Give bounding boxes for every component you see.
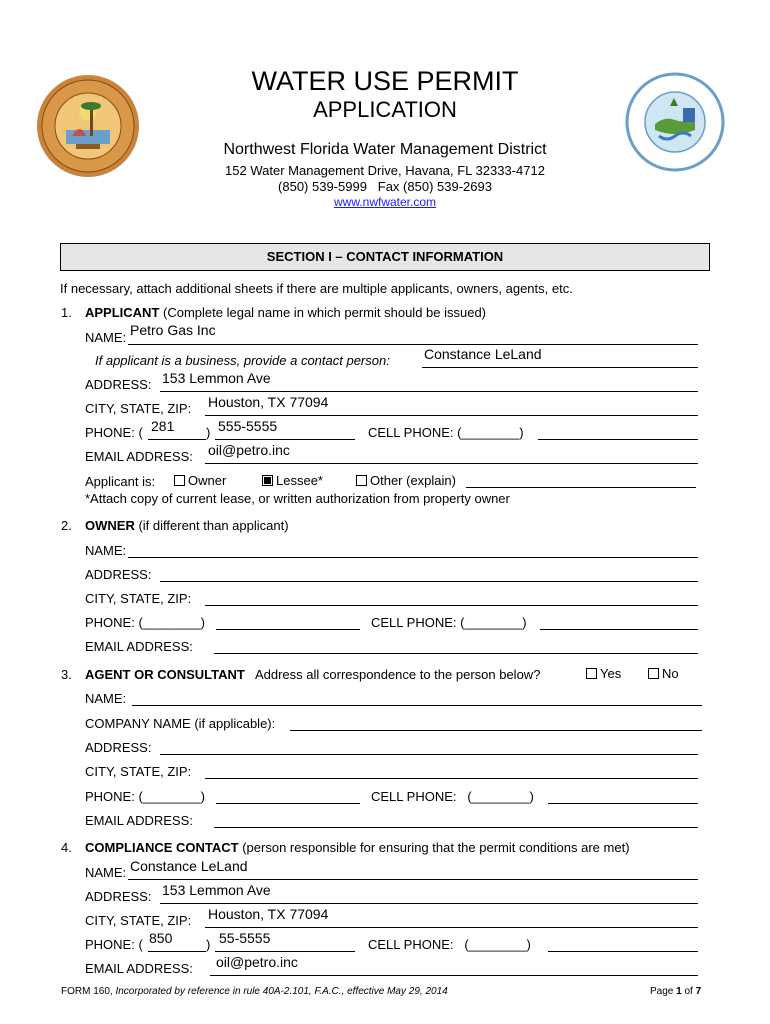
compliance-email-label: EMAIL ADDRESS:: [85, 961, 193, 976]
district-phones: (850) 539-5999 Fax (850) 539-2693: [278, 179, 492, 194]
owner-cell-field[interactable]: [540, 629, 698, 630]
compliance-cell-label: CELL PHONE: (________): [368, 937, 531, 952]
lessee-checkbox[interactable]: Lessee*: [262, 473, 323, 488]
owner-email-field[interactable]: [214, 653, 698, 654]
footer-form-reference: FORM 160, Incorporated by reference in rule 40A-2.101, F.A.C., effective May 29, 2014: [61, 986, 448, 997]
attach-note: *Attach copy of current lease, or written authorization from property owner: [85, 491, 510, 506]
compliance-city-value: Houston, TX 77094: [208, 906, 329, 922]
compliance-address-label: ADDRESS:: [85, 889, 152, 904]
compliance-heading: COMPLIANCE CONTACT (person responsible for ensuring that the permit conditions are met): [85, 840, 630, 855]
agent-number: 3.: [61, 667, 72, 682]
agent-company-label: COMPANY NAME (if applicable):: [85, 716, 276, 731]
agent-name-field[interactable]: [132, 705, 702, 706]
other-checkbox[interactable]: Other (explain): [356, 473, 456, 488]
applicant-phone-area-field[interactable]: [148, 439, 206, 440]
compliance-address-field[interactable]: [160, 903, 698, 904]
compliance-cell-field[interactable]: [548, 951, 698, 952]
compliance-phone-number-value: 55-5555: [219, 930, 271, 946]
applicant-address-value: 153 Lemmon Ave: [162, 370, 271, 386]
agent-heading: AGENT OR CONSULTANT Address all correspondence to the person below?: [85, 667, 541, 682]
applicant-address-label: ADDRESS:: [85, 377, 152, 392]
applicant-city-label: CITY, STATE, ZIP:: [85, 401, 192, 416]
owner-phone-label: PHONE: (________): [85, 615, 205, 630]
footer-page-number: Page 1 of 7: [650, 986, 702, 997]
agent-address-label: ADDRESS:: [85, 740, 152, 755]
agent-email-field[interactable]: [214, 827, 698, 828]
district-website-link[interactable]: www.nwfwater.com: [333, 195, 437, 209]
agent-company-field[interactable]: [290, 730, 702, 731]
applicant-phone-area-value: 281: [151, 418, 175, 434]
compliance-city-label: CITY, STATE, ZIP:: [85, 913, 192, 928]
applicant-email-value: oil@petro.inc: [208, 442, 290, 458]
applicant-cell-field[interactable]: [538, 439, 698, 440]
owner-checkbox[interactable]: Owner: [174, 473, 226, 488]
agent-cell-label: CELL PHONE: (________): [371, 789, 534, 804]
compliance-phone-close: ): [206, 937, 211, 952]
applicant-name-field[interactable]: [128, 344, 698, 345]
section-intro: If necessary, attach additional sheets if there are multiple applicants, owners, agents, etc.: [60, 281, 573, 296]
agent-email-label: EMAIL ADDRESS:: [85, 813, 193, 828]
applicant-phone-number-value: 555-5555: [218, 418, 278, 434]
owner-address-field[interactable]: [160, 581, 698, 582]
owner-phone-field[interactable]: [216, 629, 360, 630]
owner-name-label: NAME:: [85, 543, 127, 558]
applicant-cell-label: CELL PHONE: (________): [368, 425, 524, 440]
agent-cell-field[interactable]: [548, 803, 698, 804]
applicant-contact-value: Constance LeLand: [424, 346, 542, 362]
applicant-phone-close: ): [206, 425, 211, 440]
form-subtitle: APPLICATION: [313, 97, 457, 122]
applicant-contact-field[interactable]: [422, 367, 698, 368]
agent-yes-checkbox[interactable]: Yes: [586, 666, 621, 681]
compliance-address-value: 153 Lemmon Ave: [162, 882, 271, 898]
other-explain-field[interactable]: [466, 487, 696, 488]
applicant-phone-label: PHONE: (: [85, 425, 143, 440]
section-title: SECTION I – CONTACT INFORMATION: [60, 243, 710, 271]
applicant-city-field[interactable]: [205, 415, 698, 416]
agent-city-field[interactable]: [205, 778, 698, 779]
applicant-name-value: Petro Gas Inc: [130, 322, 216, 338]
agent-city-label: CITY, STATE, ZIP:: [85, 764, 192, 779]
applicant-is-label: Applicant is:: [85, 474, 156, 489]
owner-cell-label: CELL PHONE: (________): [371, 615, 527, 630]
owner-name-field[interactable]: [128, 557, 698, 558]
district-address: 152 Water Management Drive, Havana, FL 32333-4712: [225, 163, 545, 178]
agent-phone-label: PHONE: (________): [85, 789, 205, 804]
compliance-name-value: Constance LeLand: [130, 858, 248, 874]
compliance-phone-label: PHONE: (: [85, 937, 143, 952]
owner-city-label: CITY, STATE, ZIP:: [85, 591, 192, 606]
owner-address-label: ADDRESS:: [85, 567, 152, 582]
applicant-number: 1.: [61, 305, 72, 320]
district-name: Northwest Florida Water Management District: [223, 141, 547, 158]
agent-name-label: NAME:: [85, 691, 127, 706]
compliance-phone-area-value: 850: [149, 930, 173, 946]
applicant-city-value: Houston, TX 77094: [208, 394, 329, 410]
compliance-phone-area-field[interactable]: [148, 951, 206, 952]
agent-address-field[interactable]: [160, 754, 698, 755]
compliance-email-value: oil@petro.inc: [216, 954, 298, 970]
compliance-city-field[interactable]: [205, 927, 698, 928]
applicant-phone-number-field[interactable]: [215, 439, 355, 440]
agent-no-checkbox[interactable]: No: [648, 666, 679, 681]
applicant-name-label: NAME:: [85, 330, 127, 345]
compliance-email-field[interactable]: [210, 975, 698, 976]
applicant-heading: APPLICANT (Complete legal name in which permit should be issued): [85, 305, 487, 320]
owner-heading: OWNER (if different than applicant): [85, 518, 289, 533]
applicant-email-label: EMAIL ADDRESS:: [85, 449, 193, 464]
compliance-name-field[interactable]: [128, 879, 698, 880]
applicant-address-field[interactable]: [160, 391, 698, 392]
compliance-phone-number-field[interactable]: [215, 951, 355, 952]
owner-number: 2.: [61, 518, 72, 533]
applicant-email-field[interactable]: [205, 463, 698, 464]
applicant-contact-label: If applicant is a business, provide a contact person:: [95, 353, 390, 368]
owner-city-field[interactable]: [205, 605, 698, 606]
compliance-number: 4.: [61, 840, 72, 855]
form-title: WATER USE PERMIT: [251, 66, 519, 96]
agent-phone-field[interactable]: [216, 803, 360, 804]
compliance-name-label: NAME:: [85, 865, 127, 880]
owner-email-label: EMAIL ADDRESS:: [85, 639, 193, 654]
